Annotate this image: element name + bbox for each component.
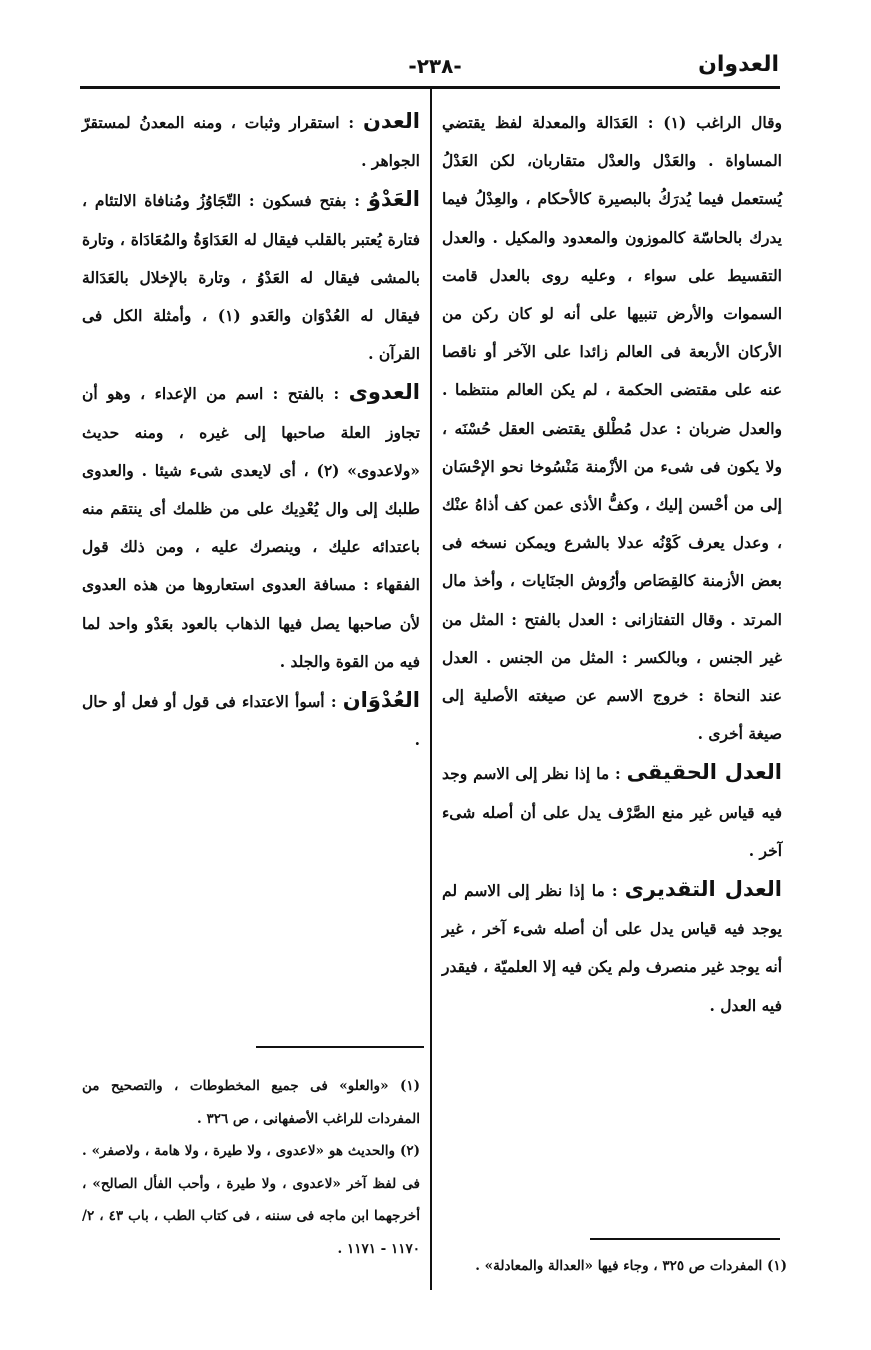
entry-text: وقال الراغب (١) : العَدَالة والمعدلة لفظ يقتضي المساواة . والعَدْل والعدْل متقاربان، لكن العَدْلُ يُستعمل فيما يُدرَكُ بالبصيرة كالأحكام ، والعِدْلُ فيما يدرك بالحاسّة كالموزون والمعدود والمكيل . والعدل التقسيط على سواء ، وعليه روى بالعدل قامت السموات والأرض تنبيها على أنه لو كان ركن من الأركان الأربعة فى العالم زائدا على الآخر أو ناقصا عنه على مقتضى الحكمة ، لم يكن العالم منتظما . والعدل ضربان : عدل مُطْلق يقتضى العقل حُسْنَه ، ولا يكون فى شىء من الأزْمنة مَنْسُوخا نحو الإحْسَان إلى من أحْسن إليك ، وكفُّ الأذى عمن كف أذاهُ عنْك ، وعدل يعرف كَوْنُه عدلا بالشرع ويمكن نسخه فى بعض الأزمنة كالقِصَاص وأرُوش الجنَايات ، وأخذ مال المرتد . وقال التفتازانى : العدل بالفتح : المثل من غير الجنس ، وبالكسر : المثل من الجنس . العدل عند النحاة : خروج الاسم عن صيغته الأصلية إلى صيغة أخرى .: [442, 113, 782, 744]
footnote: (١) المفردات ص ٣٢٥ ، وجاء فيها «العدالة والمعادلة» .: [475, 1258, 787, 1274]
entry-text: : أسوأ الاعتداء فى قول أو فعل أو حال .: [82, 692, 420, 750]
entry-adl-haqiqi: [442, 753, 782, 870]
entry-term: العدن: [363, 109, 420, 133]
entry-adw: [82, 180, 420, 373]
entry-text: : بفتح فسكون : التّجَاوُزُ ومُنافاة الالتئام ، فتارة يُعتبر بالقلب فيقال له العَدَاوَةُ والمُعَادَاة ، وتارة بالمشى فيقال له العَدْوُ ، وتارة بالإخلال بالعَدَالة فيقال له العُدْوَان والعَدو (١) ، وأمثلة الكل فى القرآن .: [82, 191, 421, 364]
entry-adl-taqdiri: [442, 870, 782, 1025]
footnote-rule-left: [256, 1046, 424, 1048]
footnote-rule-right: [590, 1238, 780, 1240]
entry-adwa: [82, 373, 420, 681]
entry-udwan: [82, 681, 420, 759]
footnote: (١) «والعلو» فى جميع المخطوطات ، والتصحيح من المفردات للراغب الأصفهانى ، ص ٣٢٦ .: [82, 1078, 420, 1127]
entry-raghib-quote: [442, 102, 782, 753]
column-divider: [430, 88, 432, 1290]
footnote: (٢) والحديث هو «لاعدوى ، ولا طيرة ، ولا هامة ، ولاصفر» . فى لفظ آخر «لاعدوى ، ولا طيرة ، وأحب الفأل الصالح» ، أخرجهما ابن ماجه فى سننه ، فى كتاب الطب ، باب ٤٣ ، ٢/ ١١٧٠ - ١١٧١ .: [82, 1143, 420, 1257]
page-number: -٢٣٨-: [408, 54, 462, 78]
entry-text: : ما إذا نظر إلى الاسم لم يوجد فيه قياس يدل على أن أصله شىء آخر ، غير أنه يوجد غير منصرف ولم يكن فيه إلا العلميّة ، فيقدر فيه العدل .: [442, 881, 782, 1015]
footnotes-right: [442, 1250, 787, 1283]
right-column: [442, 102, 782, 1025]
entry-term: العَدْوُ: [367, 187, 420, 212]
running-head-title: العدوان: [698, 52, 779, 77]
entry-term: العدل الحقيقى: [626, 760, 782, 785]
entry-text: : ما إذا نظر إلى الاسم وجد فيه قياس غير منع الصَّرْف يدل على أن أصله شىء آخر .: [442, 764, 782, 860]
entry-term: العُدْوَان: [342, 688, 420, 713]
entry-text: : استقرار وثبات ، ومنه المعدنُ لمستقرّ الجواهر .: [82, 113, 420, 171]
footnotes-left: [82, 1070, 420, 1265]
entry-adn: [82, 102, 420, 180]
entry-text: : بالفتح : اسم من الإعداء ، وهو أن تجاوز العلة صاحبها إلى غيره ، ومنه حديث «ولاعدوى» (٢) ، أى لايعدى شىء شيئا . والعدوى طلبك إلى وال يُعْدِيك على من ظلمك أى ينتقم منه باعتدائه عليك ، وينصرك عليه ، ومن ذلك قول الفقهاء : مسافة العدوى استعاروها من هذه العدوى لأن صاحبها يصل فيها الذهاب بالعود بعَدْو واحد لما فيه من القوة والجلد .: [82, 384, 420, 671]
entry-term: العدوى: [348, 380, 420, 405]
entry-term: العدل التقديرى: [624, 877, 782, 902]
left-column: [82, 102, 420, 759]
